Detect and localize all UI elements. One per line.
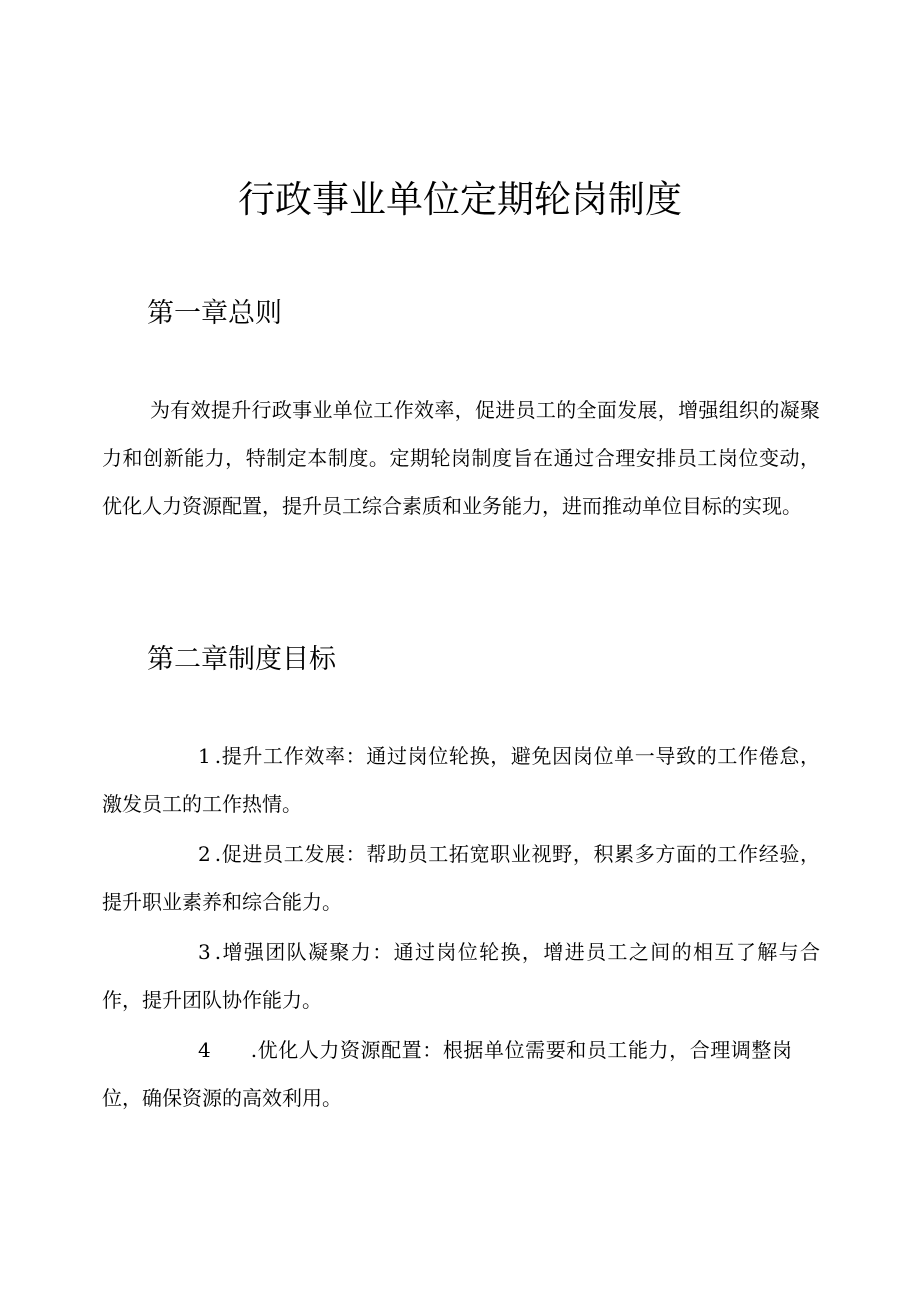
goal-item-3-text: .增强团队凝聚力：通过岗位轮换，增进员工之间的相互了解与合作，提升团队协作能力。 (102, 940, 820, 1012)
goal-item-4-text: .优化人力资源配置：根据单位需要和员工能力，合理调整岗位，确保资源的高效利用。 (102, 1038, 792, 1110)
goal-item-2-number: 2 (198, 842, 211, 866)
goal-item-2-text: .促进员工发展：帮助员工拓宽职业视野，积累多方面的工作经验，提升职业素养和综合能力。 (102, 842, 820, 914)
goal-item-1 (102, 732, 820, 828)
goal-item-4 (102, 1026, 792, 1122)
goal-item-3-number: 3 (198, 940, 211, 964)
chapter-1-heading: 第一章总则 (147, 298, 282, 329)
goal-item-3 (102, 928, 820, 1024)
document-title: 行政事业单位定期轮岗制度 (238, 178, 682, 221)
chapter-2-heading: 第二章制度目标 (147, 644, 336, 675)
goal-item-1-number: 1 (198, 744, 211, 768)
goal-item-2 (102, 830, 820, 926)
goal-item-1-text: .提升工作效率：通过岗位轮换，避免因岗位单一导致的工作倦怠，激发员工的工作热情。 (102, 744, 820, 816)
goal-item-4-number: 4 (198, 1038, 211, 1062)
chapter-1-paragraph: 为有效提升行政事业单位工作效率，促进员工的全面发展，增强组织的凝聚力和创新能力，特制定本制度。定期轮岗制度旨在通过合理安排员工岗位变动，优化人力资源配置，提升员工综合素质和业务能力，进而推动单位目标的实现。 (102, 398, 820, 518)
